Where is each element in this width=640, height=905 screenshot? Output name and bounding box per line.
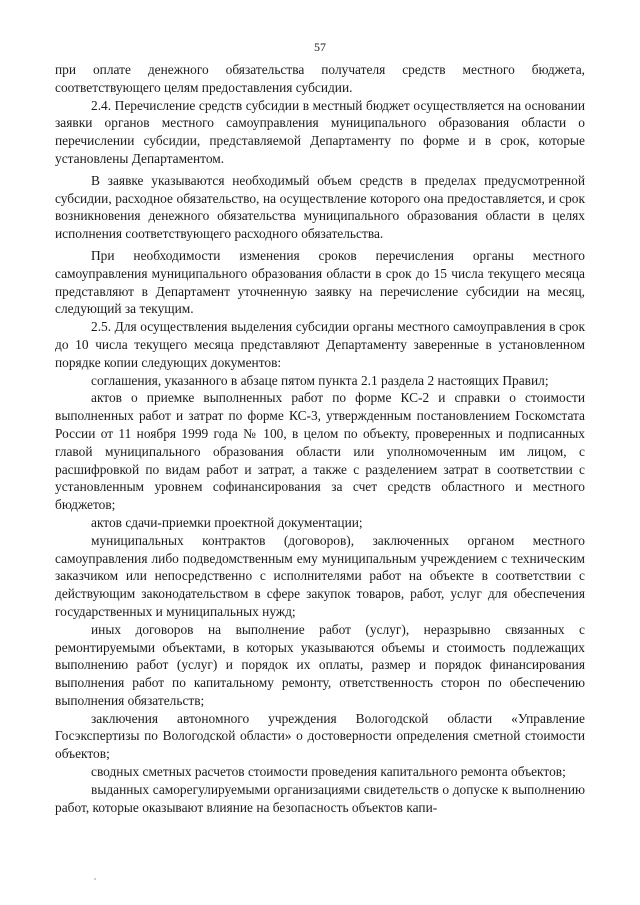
list-item: актов о приемке выполненных работ по форме КС-2 и справки о стоимости выполненных работ и затрат по форме КС-3, утвержденным постановлением Госкомстата России от 11 ноября 1999 года № 100, в целом по объекту, проверенных и подписанных главой муниципального образования области или уполномоченным им лицом, с расшифровкой по видам работ и затрат, а также с разделением затрат в соответствии с установленным уровнем софинансирования за счет средств областного и местного бюджетов;	[55, 390, 585, 513]
paragraph: В заявке указываются необходимый объем средств в пределах предусмотренной субсидии, расходное обязательство, на осуществление которого она предоставляется, и срок возникновения денежного обязательства муниципального образования области в целях исполнения соответствующего расходного обязательства.	[55, 172, 585, 242]
list-item: соглашения, указанного в абзаце пятом пункта 2.1 раздела 2 настоящих Правил;	[91, 372, 549, 388]
scan-artifact	[94, 878, 96, 880]
paragraph: при оплате денежного обязательства получателя средств местного бюджета, соответствующего целям предоставления субсидии.	[55, 62, 585, 95]
paragraph: При необходимости изменения сроков перечисления органы местного самоуправления муниципального образования области в срок до 15 числа текущего месяца представляют в Департамент уточненную заявку на перечисление субсидии на месяц, следующий за текущим.	[55, 247, 585, 317]
list-item: сводных сметных расчетов стоимости проведения капитального ремонта объектов;	[91, 764, 566, 780]
list-item: заключения автономного учреждения Вологодской области «Управление Госэкспертизы по Вологодской области» о достоверности определения сметной стоимости объектов;	[55, 710, 585, 762]
body-text	[55, 61, 585, 816]
page-number: 57	[314, 40, 326, 54]
list-item: муниципальных контрактов (договоров), заключенных органом местного самоуправления либо подведомственным ему муниципальным учреждением с техническим заказчиком или непосредственно с исполнителями работ на объекте в соответствии с действующим законодательством в сфере закупок товаров, работ, услуг для обеспечения государственных и муниципальных нужд;	[55, 532, 585, 619]
paragraph: 2.5. Для осуществления выделения субсидии органы местного самоуправления в срок до 10 числа текущего месяца представляют Департаменту заверенные в установленном порядке копии следующих документов:	[55, 319, 585, 370]
list-item: иных договоров на выполнение работ (услуг), неразрывно связанных с ремонтируемыми объектами, в которых указываются объемы и стоимость подлежащих выполнению работ (услуг) и порядок их оплаты, размер и порядок финансирования выполнения работ по капитальному ремонту, ответственность сторон по обеспечению выполнения обязательств;	[55, 621, 585, 708]
paragraph: 2.4. Перечисление средств субсидии в местный бюджет осуществляется на основании заявки органов местного самоуправления муниципального образования области о перечислении субсидии, представляемой Департаменту по форме и в срок, которые установлены Департаментом.	[55, 97, 585, 166]
list-item: выданных саморегулируемыми организациями свидетельств о допуске к выполнению работ, которые оказывают влияние на безопасность объектов капи-	[55, 781, 585, 815]
list-item: актов сдачи-приемки проектной документации;	[91, 514, 363, 530]
